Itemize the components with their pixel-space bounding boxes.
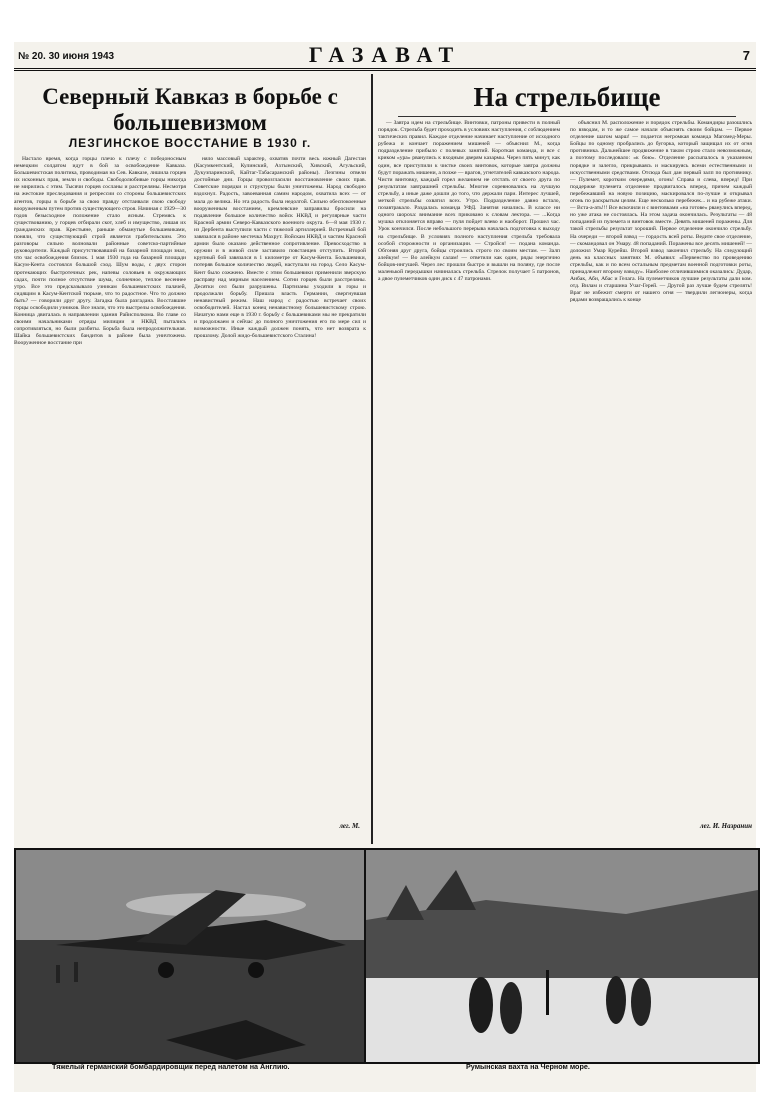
author-signature: лег. М.: [339, 822, 360, 830]
article-column-1: [378, 120, 560, 828]
issue-date: № 20. 30 июня 1943: [18, 51, 115, 62]
page-number: 7: [742, 48, 750, 63]
article-north-caucasus: [14, 74, 366, 836]
masthead: [14, 42, 756, 71]
photo-caption-left: Тяжелый германский бомбардировщик перед налетом на Англию.: [52, 1062, 290, 1071]
article-shooting-range: [378, 74, 756, 836]
article-column-2: [570, 120, 752, 816]
article-subheadline: ЛЕЗГИНСКОЕ ВОССТАНИЕ В 1930 г.: [68, 136, 312, 150]
article-body-text: объяснил М. расположение и порядок стрельбы. Командиры разошлись по взводам, и то же самое начали объяснять своим бойцам. — Первое отделение шагом марш! — подается негромкая команда Магомед-Меры. Бойцы по одному пробрались до бугорка, который защищал их от огня противника. Дальнейшее продвижение в таком строю стало невозможным, а поэтому последовало: «к бою». Отделение рассыпалось в указанном порядке и залегло, прикрываясь и маскируясь всеми естественными и искусственными средствами. Отсюда был дан первый залп по противнику. — Пулемет, коротким очередями, огонь! Справа и слева, вперед! При поддержке пулемета отделение продвигалось вперед, причем каждый перебежавший на новую позицию, маскировался по-лучше и открывал огонь по раскрытым целям. Еще несколько перебежек... и на рубеже атаки. — Вста-а-ать!!! Все вскочили и с винтовками «на готове» рванулись вперед, но уже атака не состоялась. На этом задача окончилась. Результаты — 48 попаданий из пулемета и винтовок вместе. Девять мишеней поражены. Для такой стрельбы результат хороший. Первое отделение окончило стрельбу. На очереди — второй взвод — гордость всей роты. Ведите свое отделение, — скомандовал он Умару. 48 попаданий. Поражены все десять мишеней! — доложил Умар Курейш. Второй взвод закончил стрельбу. На следующий день на классных занятиях М. объявил: «Первенство по проведению стрельбы, как и по всем остальным предметам военной подготовки роты, принадлежит второму взводу». Наиболее отличившимися оказались: Дудар, Аибак, Аби, Абас и Гелага. На пулеметчиков лучшие результаты дали ком. отд. Вилам и старшина Учаг-Герей. — Другой раз лучше будем стрелять! Враг не избежит смерти от нашего огня — твердили легионеры, когда рядами возвращались к конце: [570, 120, 752, 304]
romanian-watch-photo: [364, 848, 760, 1064]
title-rule: [398, 116, 736, 117]
article-column-1: [14, 156, 186, 828]
article-body-text: Настало время, когда горцы плечо к плечу с победоносным немецким солдатом идут в бой за освобождение Кавказа. Большевистская политика, проводимая на Сев. Кавказе, лишила горцев их исконных прав, земли и свободы. Свободолюбивые горцы никогда не мирились с этим. Тысячи горцев сосланы и расстреляны. Несмотря на жестокие преследования и репрессии со стороны большевистских агентов, горцы в борьбе за свою правду отстаивали свою свободу вооруженным путем против существующего строя. Начиная с 1929—30 годов безысходное положение стало ясным. Стремясь к существованию, у горцев отбирали скот, хлеб и имущество, лишая их гражданских прав. Крестьяне, раньше обманутые большевиками, поняли, что существующий строй является грабительским. Это разговоры сильно волновали районные советско-партийные руководители. Каждый присутствовавший на базарной площади знал, что час освобождения близок. 1 мая 1930 года на базарной площади Касум-Кента состоялся большой сход. Шум воды, с двух сторон протекающих быстротечных рек, напевы соловьев в окружающих садах, почти полное отсутствие шума, солнечное, теплое весеннее утро. Все это предсказывало узникам большевистских палачей, сидящим в Касум-Кентской тюрьме, что то радостное. Что то должно быть? — говорили друг другу. Загадка была разгадана. Восставшие горцы освободили узников. Все знали, что это выстрелы освобождения. Конница двигалась в направлении здания Райисполкома. Во главе со своими начальниками отряды милиции и НКВД пытались сопротивляться, но были разбиты. Борьба была непродолжительная. Шайка большевистских бандитов в районе была уничтожена. Вооруженное восстание при: [14, 156, 186, 347]
article-headline: Северный Кавказ в борьбе с большевизмом: [42, 84, 338, 135]
bomber-photo-illustration: [16, 850, 366, 1062]
bomber-photo: [14, 848, 368, 1064]
column-divider: [371, 74, 373, 844]
article-body-text: — Завтра идем на стрельбище. Винтовки, патроны привести в полный порядок. Стрельба будет проходить в условиях наступления, с соблюдением тактических правил. Каждое отделение начинает наступление от исходного рубежа и кончает поражением мишеней — объяснил М., когда подразделение прибыло с полевых занятий. Короткая команда, и все с криком «ура» рванулись к входным дверям казармы. Через пять минут, как один, все приступили к чистке своих винтовок, которые завтра должны будут поражать мишени, а позже — врагов, угнетателей кавказского народа. Чисти винтовку, каждый горел желанием не отстать от своего друга по результатам завтрашней стрельбы. Многие соревновались на лучшую стрельбу, а иные даже дошли до того, что держали пари. Интерес лучшей, меткой стрельбы охватил всех. Утро. Подразделение давно встало, позавтракало. Раздалась команда УФД. Занятия начались. В классе ни одного шороха: внимание всех приковано к словам лектора. — ...Когда мушка отклоняется вправо — пуля пойдет влево и наоборот. Прошел час. Урок кончился. После небольшого перерыва началась подготовка к выходу на стрельбище. В условиях полного наступления стрельба требовала особой сторожности и организации. — Стройся! — подана команда. Обгоняя друг друга, бойцы строились строго по своим местам. — Залп алейкум! — Во алейкум салам! — ответили как один, ряды энергично бойцов-ингушей. Через лес прошли быстро и вышли на поляну, где после маленькой передышки начиналась стрельба. Стрелок получает 5 патронов, а двое пулеметчиков один диск с 47 патронами.: [378, 120, 560, 283]
article-headline: На стрельбище: [473, 82, 661, 112]
article-column-2: [194, 156, 366, 816]
author-signature: лег. И. Назранин: [700, 822, 752, 830]
newspaper-title: ГАЗАВАТ: [308, 42, 462, 67]
article-body-text: няло массовый характер, охватив почти весь южный Дагестан (Касумкентский, Кулинский, Ахтынский, Хивский, Агульский, Дукузпаринский, Кайтаг-Табасаранский районы). Лезгины отвели достойные дни. Горцы провозгласили восстановление своих прав. Советские порядки и структуры были уничтожены. Народ свободно вздохнул. Радость, завоеванная самим народом, охватила всех — от мала до велика. Но эта радость была недолгой. Сильно обеспокоенные вооруженным восстанием, кремлевские заправилы бросили на подавление большое количество войск НКВД и регулярные части Красной армии Северо-Кавказского военного округа. 6—8 мая 1930 г. из Дербента выступили части с тяжелой артиллерией. Встречный бой завязался в районе местечка Махрут. Войскам НКВД и частям Красной армии было оказано действенное сопротивление. Превосходство в оружии и в живой силе заставило повстанцев отступить. Второй крупный бой завязался в 1 километре от Касум-Кента. Большевики, потеряв большое количество людей, наступали на город. Село Касум-Кент было сожжено. Вместе с этим большевики применили зверскую расправу над мирным населением. Сотни горцев были расстреляны. Десятки сел были разрушены. Партизаны уходили в горы и продолжали борьбу. Пришла власть Германии, свергнувшая ненавистный режим. Наш народ с радостью встречает своих освободителей. Настал конец ненавистному большевистскому строю. Начатую нами еще в 1930 г. борьбу с большевиками мы не прекратили и продолжаем и сейчас до полного уничтожения его по мере сил и возможности. Иные каждый должен понять, что нет возврата к прошлому. Долой жидо-большевистского Сталина!: [194, 156, 366, 340]
photo-caption-right: Румынская вахта на Черном море.: [466, 1062, 590, 1071]
romanian-watch-illustration: [366, 850, 758, 1062]
